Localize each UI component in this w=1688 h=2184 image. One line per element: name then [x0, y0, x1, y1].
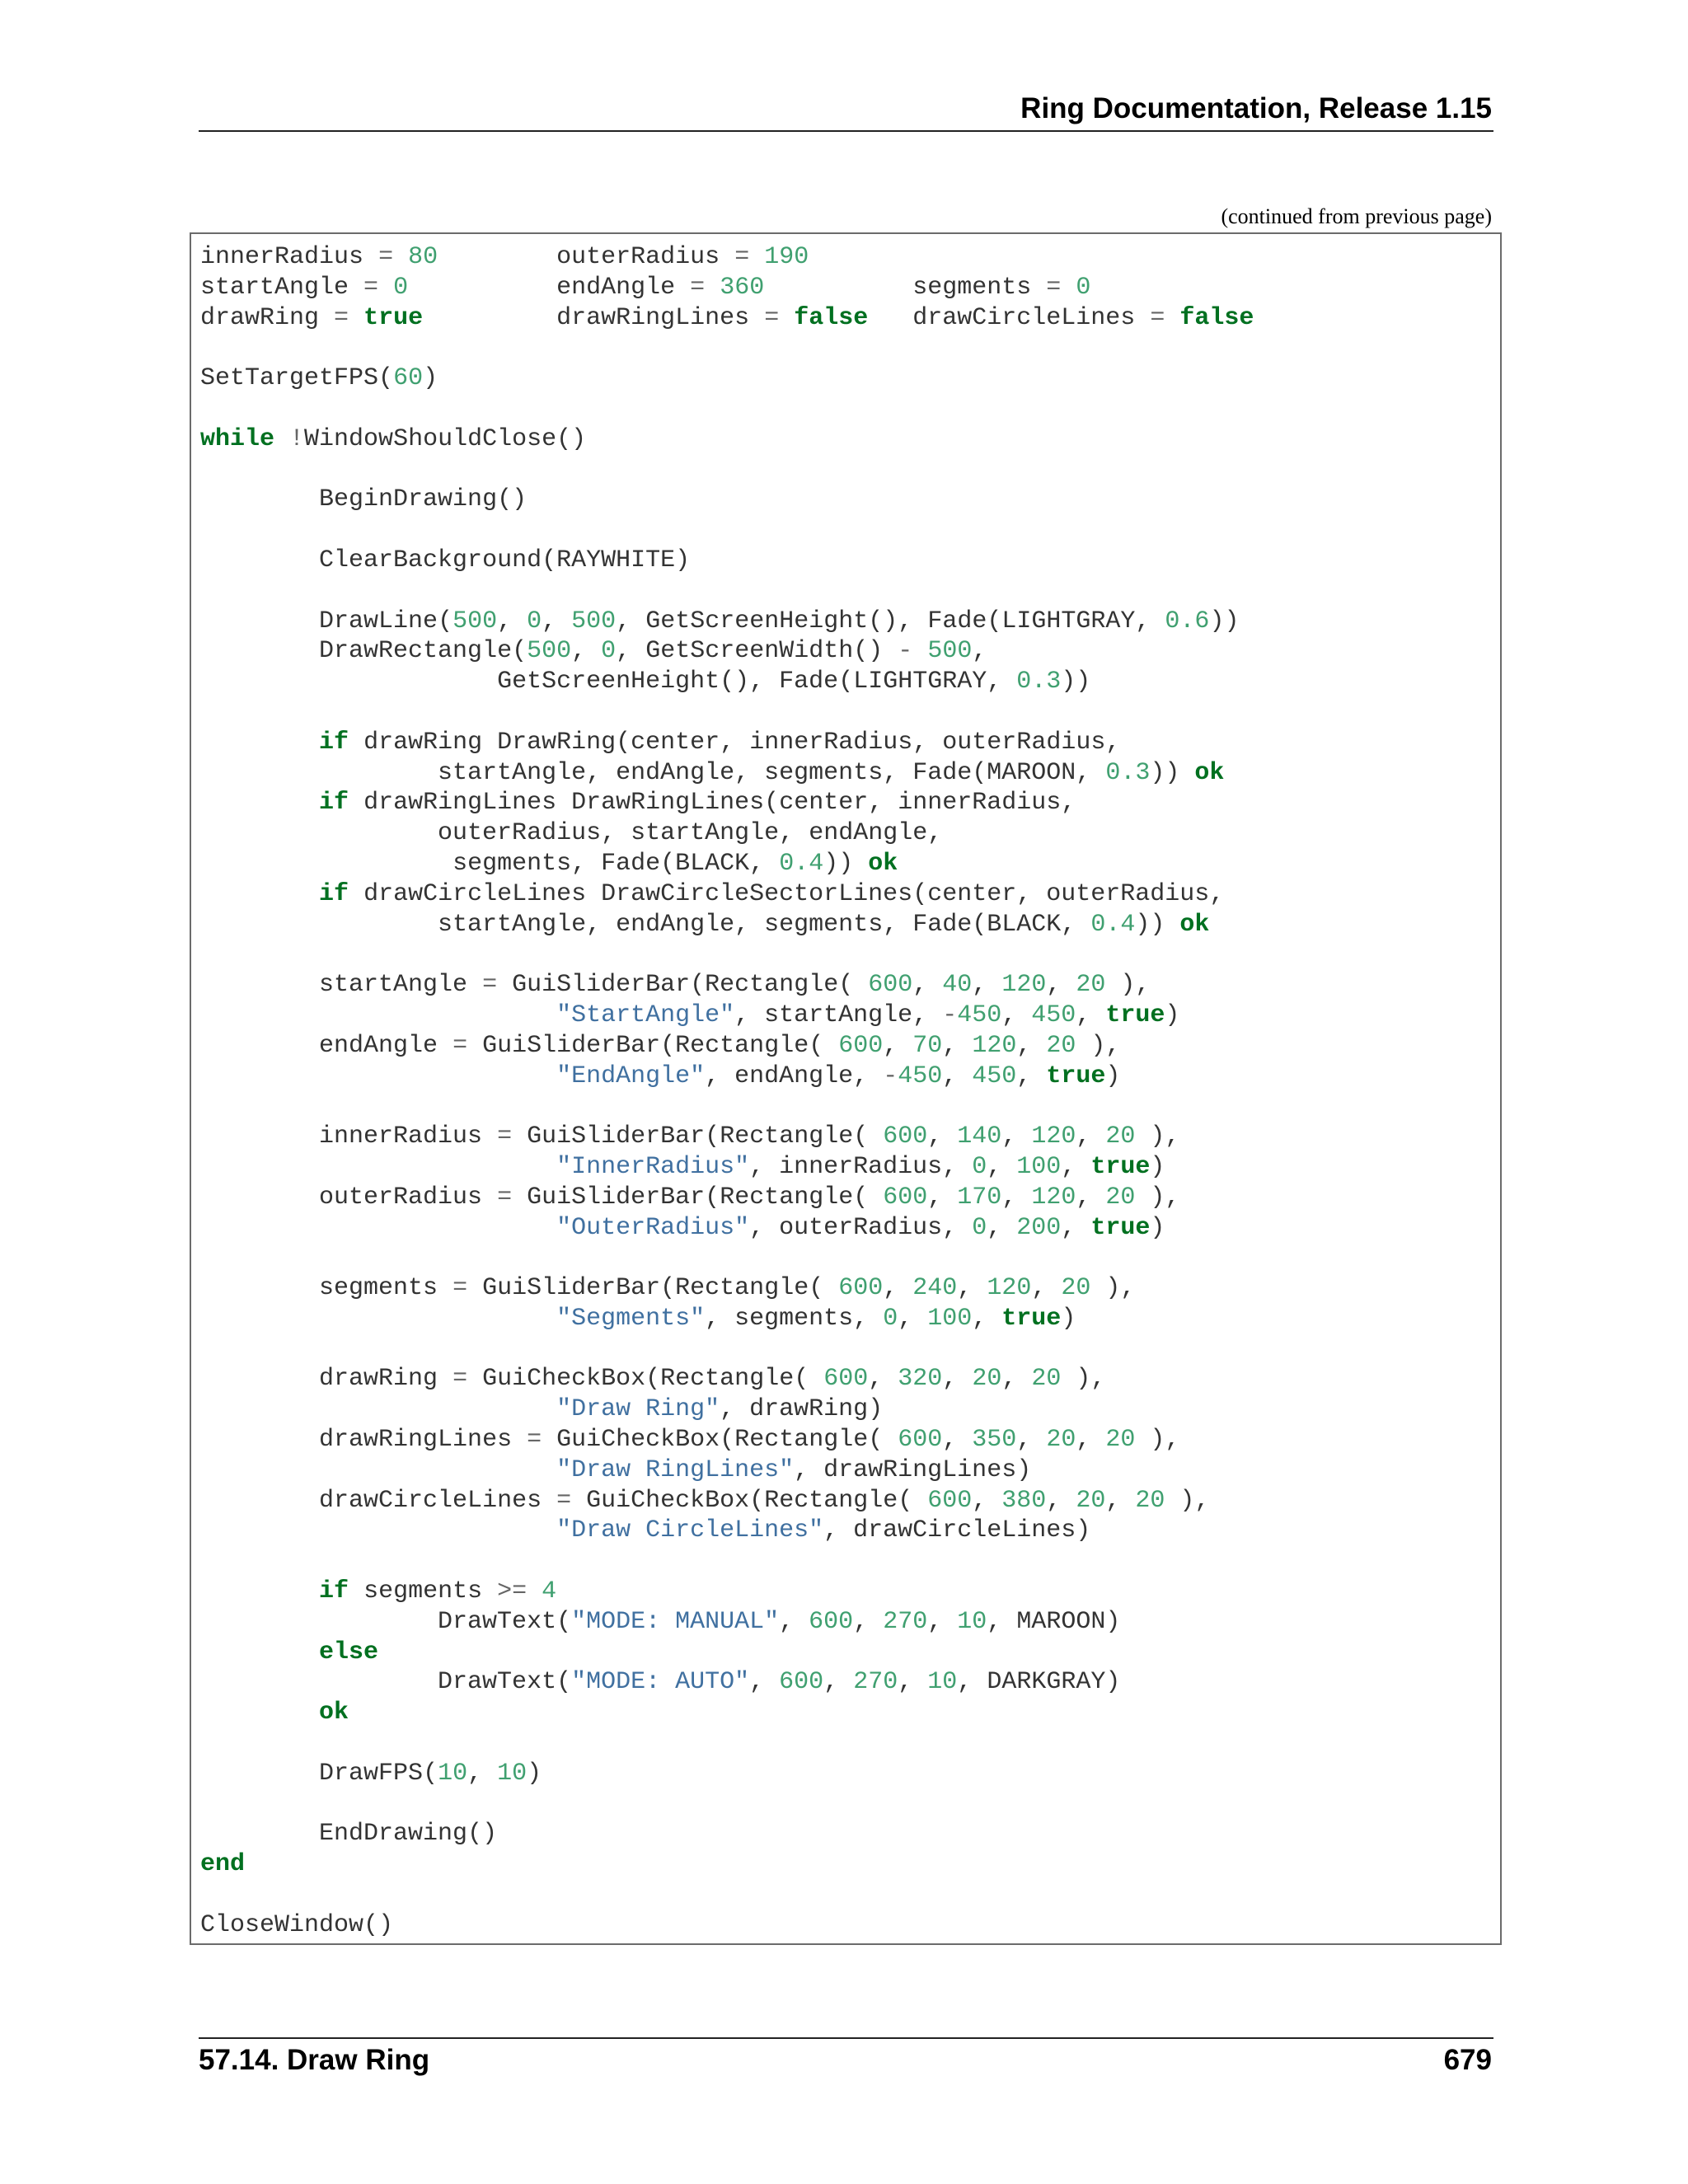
code-line	[200, 697, 1254, 728]
code-line: while !WindowShouldClose()	[200, 424, 587, 453]
code-line: drawRingLines = GuiCheckBox(Rectangle( 600, 350, 20, 20 ),	[319, 1426, 1180, 1455]
footer-section-title: 57.14. Draw Ring	[199, 2044, 430, 2076]
code-line	[200, 1546, 1254, 1577]
code-line: DrawRectangle(500, 0, GetScreenWidth() - 500,	[319, 637, 987, 666]
code-line: BeginDrawing()	[319, 485, 528, 514]
code-block	[190, 232, 1502, 1945]
continued-note: (continued from previous page)	[1221, 204, 1492, 228]
code-line: "Draw RingLines", drawRingLines)	[556, 1455, 1032, 1484]
footer-divider	[199, 2037, 1493, 2039]
code-line: ClearBackground(RAYWHITE)	[319, 546, 691, 574]
code-line	[200, 1728, 1254, 1759]
code-line: innerRadius = GuiSliderBar(Rectangle( 600, 140, 120, 20 ),	[319, 1122, 1180, 1151]
code-line	[200, 576, 1254, 607]
code-line	[200, 940, 1254, 970]
code-line: else	[319, 1638, 379, 1666]
code-line: startAngle = GuiSliderBar(Rectangle( 600, 40, 120, 20 ),	[319, 971, 1151, 1000]
code-line: DrawText("MODE: AUTO", 600, 270, 10, DARKGRAY)	[438, 1668, 1121, 1697]
code-line	[200, 455, 1254, 485]
code-line: if drawRingLines DrawRingLines(center, innerRadius,	[319, 789, 1076, 818]
code-line: startAngle, endAngle, segments, Fade(BLACK, 0.4)) ok	[438, 910, 1210, 939]
code-line: "Segments", segments, 0, 100, true)	[556, 1304, 1076, 1333]
code-line: drawRing = GuiCheckBox(Rectangle( 600, 320, 20, 20 ),	[319, 1365, 1106, 1394]
code-line: "Draw Ring", drawRing)	[556, 1395, 884, 1424]
code-line: GetScreenHeight(), Fade(LIGHTGRAY, 0.3))	[497, 668, 1091, 696]
code-line: DrawText("MODE: MANUAL", 600, 270, 10, MAROON)	[438, 1607, 1121, 1636]
code-line	[200, 1091, 1254, 1122]
code-listing	[200, 242, 1254, 1941]
code-line	[200, 1880, 1254, 1910]
code-line: drawCircleLines = GuiCheckBox(Rectangle( 600, 380, 20, 20 ),	[319, 1486, 1210, 1515]
code-line: startAngle = 0 endAngle = 360 segments = 0	[200, 273, 1091, 302]
code-line: "Draw CircleLines", drawCircleLines)	[556, 1516, 1091, 1545]
code-line: end	[200, 1850, 246, 1879]
code-line: DrawLine(500, 0, 500, GetScreenHeight(), Fade(LIGHTGRAY, 0.6))	[319, 607, 1240, 635]
footer-page-number: 679	[1443, 2044, 1492, 2076]
code-line	[200, 394, 1254, 424]
code-line	[200, 333, 1254, 363]
code-line: EndDrawing()	[319, 1820, 498, 1849]
code-line: endAngle = GuiSliderBar(Rectangle( 600, 70, 120, 20 ),	[319, 1031, 1121, 1060]
code-line: if drawRing DrawRing(center, innerRadius, outerRadius,	[319, 728, 1121, 757]
code-line: segments = GuiSliderBar(Rectangle( 600, 240, 120, 20 ),	[319, 1274, 1136, 1303]
page-header-title: Ring Documentation, Release 1.15	[1020, 92, 1492, 124]
code-line: segments, Fade(BLACK, 0.4)) ok	[452, 849, 898, 878]
code-line	[200, 515, 1254, 546]
code-line: innerRadius = 80 outerRadius = 190	[200, 243, 809, 271]
code-line	[200, 1789, 1254, 1820]
code-line: "EndAngle", endAngle, -450, 450, true)	[556, 1062, 1121, 1090]
code-line: "InnerRadius", innerRadius, 0, 100, true)	[556, 1152, 1165, 1181]
code-line: "StartAngle", startAngle, -450, 450, true)	[556, 1001, 1180, 1029]
code-line: outerRadius, startAngle, endAngle,	[438, 819, 943, 848]
code-line: if segments >= 4	[319, 1577, 557, 1606]
code-line: DrawFPS(10, 10)	[319, 1759, 542, 1788]
code-line: drawRing = true drawRingLines = false drawCircleLines = false	[200, 303, 1254, 332]
code-line: CloseWindow()	[200, 1910, 394, 1939]
code-line: ok	[319, 1699, 349, 1727]
code-line	[200, 1243, 1254, 1273]
header-divider	[199, 130, 1493, 132]
code-line: "OuterRadius", outerRadius, 0, 200, true)	[556, 1213, 1165, 1242]
code-line: outerRadius = GuiSliderBar(Rectangle( 600, 170, 120, 20 ),	[319, 1183, 1180, 1212]
code-line: startAngle, endAngle, segments, Fade(MAROON, 0.3)) ok	[438, 758, 1225, 787]
code-line: SetTargetFPS(60)	[200, 364, 438, 393]
code-line	[200, 1334, 1254, 1365]
code-line: if drawCircleLines DrawCircleSectorLines(center, outerRadius,	[319, 879, 1225, 908]
